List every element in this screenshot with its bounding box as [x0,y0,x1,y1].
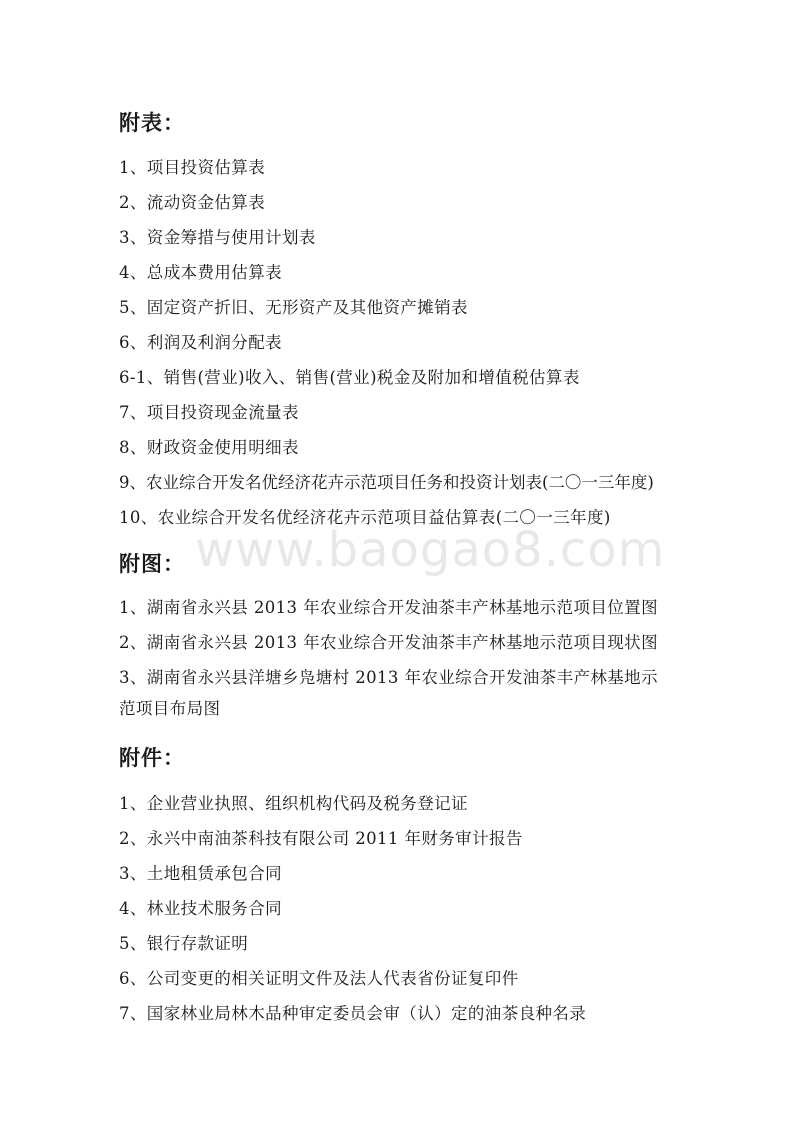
appendix-figures-heading: 附图： [119,552,185,576]
list-item: 9、农业综合开发名优经济花卉示范项目任务和投资计划表(二〇一三年度) [119,473,654,492]
list-item: 1、企业营业执照、组织机构代码及税务登记证 [119,794,468,813]
list-item: 1、湖南省永兴县 2013 年农业综合开发油茶丰产林基地示范项目位置图 [119,598,658,617]
list-item: 3、资金筹措与使用计划表 [119,228,316,247]
attachments-heading: 附件： [119,746,185,770]
watermark: www.baogao8.com [195,522,666,578]
list-item: 6、利润及利润分配表 [119,333,282,352]
list-item: 5、银行存款证明 [119,934,249,953]
list-item: 6-1、销售(营业)收入、销售(营业)税金及附加和增值税估算表 [119,368,580,387]
list-item: 7、项目投资现金流量表 [119,403,299,422]
list-item: 2、永兴中南油茶科技有限公司 2011 年财务审计报告 [119,829,523,848]
list-item: 4、林业技术服务合同 [119,899,282,918]
list-item: 4、总成本费用估算表 [119,263,282,282]
list-item: 10、农业综合开发名优经济花卉示范项目益估算表(二〇一三年度) [119,508,611,527]
appendix-tables-heading: 附表： [119,111,185,135]
list-item: 5、固定资产折旧、无形资产及其他资产摊销表 [119,298,468,317]
list-item: 3、土地租赁承包合同 [119,864,282,883]
list-item: 1、项目投资估算表 [119,158,266,177]
list-item: 3、湖南省永兴县洋塘乡凫塘村 2013 年农业综合开发油茶丰产林基地示 [119,668,658,687]
list-item: 2、湖南省永兴县 2013 年农业综合开发油茶丰产林基地示范项目现状图 [119,633,658,652]
list-item: 2、流动资金估算表 [119,193,266,212]
list-item-continuation: 范项目布局图 [119,699,221,718]
list-item: 6、公司变更的相关证明文件及法人代表省份证复印件 [119,969,519,988]
list-item: 8、财政资金使用明细表 [119,438,299,457]
list-item: 7、国家林业局林木品种审定委员会审（认）定的油茶良种名录 [119,1004,587,1023]
